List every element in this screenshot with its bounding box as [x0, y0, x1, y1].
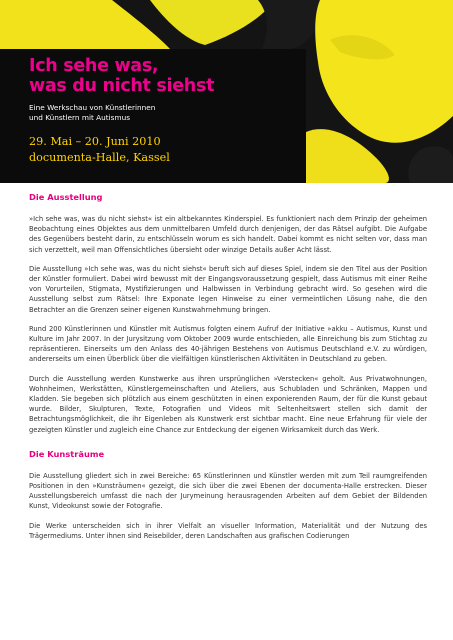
section-heading-ausstellung: Die Ausstellung: [29, 192, 103, 202]
paragraph: Rund 200 Künstlerinnen und Künstler mit Autismus folgten einem Aufruf der Initiative »akku – Autismus, Kunst und Kulture im Jahr 2007. In der Jurysitzung vom Oktober 2009 wurde entschieden, alle Einreichung bis zum Stichtag zu repräsentieren. Einerseits um den Anlass des 40-jährigen Bestehens von Autismus Deutschland e.V. zu würdigen, andererseits um einen Überblick über die vielfältigen künstlerischen Aktivitäten in Deutschland zu geben.: [29, 324, 427, 364]
subtitle-line-2: und Künstlern mit Autismus: [29, 112, 131, 122]
event-dates: [29, 134, 289, 166]
paragraph: Die Ausstellung gliedert sich in zwei Bereiche: 65 Künstlerinnen und Künstler werden mit zum Teil raumgreifenden Positionen in den »Kunsträumen« gezeigt, die sich über die zwei Ebenen der documenta-Halle erstrecken. Dieser Ausstellungsbereich umfasst die nach der Jurymeinung herausragenden Arbeiten auf dem Gebiet der Bildenden Kunst, Videokunst sowie der Fotografie.: [29, 471, 427, 511]
paragraph: Durch die Ausstellung werden Kunstwerke aus ihren ursprünglichen »Verstecken« geholt. Aus Privatwohnungen, Wohnheimen, Werkstätten, Künstlergemeinschaften und Ateliers, aus Schubladen und Schränken, Mappen und Kladden. Sie begeben sich plötzlich aus einem geschützten in einen exponierenden Raum, der für die Kunst gebaut wurde. Bilder, Skulpturen, Texte, Fotografien und Videos mit Seltenheitswert stellen sich damit der Betrachtungsmöglichkeit, die ihr Eigenleben als Kunstwerk erst sichtbar macht. Eine neue Erfahrung für viele der gezeigten Künstler und zugleich eine Chance zur Entdeckung der eigenen Wirksamkeit durch das Werk.: [29, 374, 427, 434]
paragraph: Die Ausstellung »Ich sehe was, was du nicht siehst« beruft sich auf dieses Spiel, indem sie den Titel aus der Position der Künstler formuliert. Dabei wird bewusst mit der Eingangsvoraussetzung gespielt, dass Autismus mit einer Reihe von Vorurteilen, Stigmata, Mystifizierungen und Halbwissen in Verbindung gebracht wird. So gesehen wird die Ausstellung selbst zum Rätsel: Ihre Exponate legen Hinweise zu einer vermeintlichen Lösung nahe, die den Betrachter an die Grenzen seiner eigenen Kunstwahrnehmung bringen.: [29, 264, 427, 314]
title-line-2: was du nicht siehst: [29, 76, 215, 96]
section-heading-kunstraeume: Die Kunsträume: [29, 448, 105, 459]
header-banner: [0, 0, 453, 183]
page-title: [29, 56, 289, 96]
subtitle-line-1: Eine Werkschau von Künstlerinnen: [29, 103, 156, 112]
dates-line-2: documenta-Halle, Kassel: [29, 151, 170, 164]
title-line-1: Ich sehe was,: [29, 56, 159, 76]
subtitle: [29, 103, 279, 122]
paragraph: »Ich sehe was, was du nicht siehst« ist ein altbekanntes Kinderspiel. Es funktioniert nach dem Prinzip der geheimen Beobachtung eines Objektes aus dem unmittelbaren Umfeld durch denjenigen, der das Rätsel aufgibt. Die Aufgabe des Gegenübers besteht darin, zu entschlüsseln worum es sich handelt. Dabei kommt es nicht selten vor, dass man sich verzettelt, weil man Offensichtliches übersieht oder winzige Details außer Acht lässt.: [29, 215, 427, 254]
dates-line-1: 29. Mai – 20. Juni 2010: [29, 135, 161, 148]
paragraph: Die Werke unterscheiden sich in ihrer Vielfalt an visueller Information, Materialität und der Nutzung des Trägermediums. Unter ihnen sind Reisebilder, deren Landschaften aus grafischen Codierungen: [29, 521, 427, 540]
article-body: [29, 192, 427, 550]
